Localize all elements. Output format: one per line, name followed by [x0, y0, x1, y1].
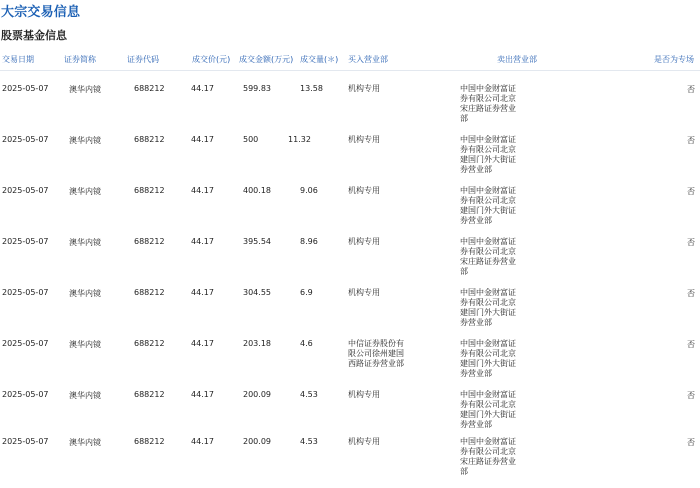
cell-date: 2025-05-07 [2, 135, 49, 144]
cell-amount: 395.54 [243, 237, 271, 246]
cell-amount: 500 [243, 135, 259, 144]
cell-seller: 中国中金财富证券有限公司北京建国门外大街证券营业部 [460, 288, 516, 327]
header-volume[interactable]: 成交量(＊) [300, 55, 339, 64]
cell-date: 2025-05-07 [2, 237, 49, 246]
cell-code: 688212 [134, 339, 165, 348]
cell-amount: 203.18 [243, 339, 271, 348]
cell-price: 44.17 [191, 237, 214, 246]
cell-volume: 4.53 [300, 437, 318, 446]
cell-name: 澳华内镜 [69, 187, 101, 196]
header-buyer[interactable]: 买入营业部 [348, 55, 388, 64]
header-amount[interactable]: 成交金额(万元) [239, 55, 294, 64]
cell-buyer: 机构专用 [348, 390, 380, 399]
header-security-code[interactable]: 证券代码 [127, 55, 159, 64]
cell-price: 44.17 [191, 135, 214, 144]
cell-date: 2025-05-07 [2, 437, 49, 446]
cell-buyer: 中信证券股份有限公司徐州建国西路证券营业部 [348, 339, 404, 368]
cell-amount: 200.09 [243, 390, 271, 399]
cell-code: 688212 [134, 135, 165, 144]
cell-special: 否 [687, 289, 695, 298]
cell-seller: 中国中金财富证券有限公司北京宋庄路证券营业部 [460, 437, 516, 476]
cell-code: 688212 [134, 237, 165, 246]
table-row[interactable] [0, 288, 700, 339]
cell-seller: 中国中金财富证券有限公司北京建国门外大街证券营业部 [460, 135, 516, 174]
cell-name: 澳华内镜 [69, 340, 101, 349]
cell-amount: 200.09 [243, 437, 271, 446]
cell-volume: 4.6 [300, 339, 313, 348]
cell-amount: 304.55 [243, 288, 271, 297]
cell-buyer: 机构专用 [348, 237, 380, 246]
cell-amount: 400.18 [243, 186, 271, 195]
cell-buyer: 机构专用 [348, 186, 380, 195]
table-header [0, 50, 700, 71]
cell-seller: 中国中金财富证券有限公司北京建国门外大街证券营业部 [460, 339, 516, 378]
cell-special: 否 [687, 136, 695, 145]
cell-seller: 中国中金财富证券有限公司北京宋庄路证券营业部 [460, 237, 516, 276]
cell-name: 澳华内镜 [69, 136, 101, 145]
cell-volume: 8.96 [300, 237, 318, 246]
cell-amount: 599.83 [243, 84, 271, 93]
cell-code: 688212 [134, 84, 165, 93]
cell-price: 44.17 [191, 84, 214, 93]
cell-code: 688212 [134, 390, 165, 399]
table-row[interactable] [0, 437, 700, 488]
cell-special: 否 [687, 438, 695, 447]
cell-date: 2025-05-07 [2, 186, 49, 195]
cell-name: 澳华内镜 [69, 289, 101, 298]
cell-special: 否 [687, 340, 695, 349]
cell-volume: 9.06 [300, 186, 318, 195]
cell-volume: 13.58 [300, 84, 323, 93]
cell-special: 否 [687, 391, 695, 400]
header-security-name[interactable]: 证券简称 [64, 55, 96, 64]
cell-special: 否 [687, 85, 695, 94]
cell-name: 澳华内镜 [69, 85, 101, 94]
cell-price: 44.17 [191, 186, 214, 195]
table-row[interactable] [0, 339, 700, 390]
section-title: 股票基金信息 [1, 29, 67, 42]
table-row[interactable] [0, 84, 700, 135]
header-date[interactable]: 交易日期 [2, 55, 34, 64]
cell-buyer: 机构专用 [348, 135, 380, 144]
cell-name: 澳华内镜 [69, 438, 101, 447]
cell-date: 2025-05-07 [2, 84, 49, 93]
cell-buyer: 机构专用 [348, 437, 380, 446]
header-seller[interactable]: 卖出营业部 [497, 55, 537, 64]
cell-price: 44.17 [191, 390, 214, 399]
table-row[interactable] [0, 237, 700, 288]
cell-volume: 11.32 [288, 135, 311, 144]
cell-date: 2025-05-07 [2, 390, 49, 399]
cell-special: 否 [687, 187, 695, 196]
cell-price: 44.17 [191, 288, 214, 297]
cell-seller: 中国中金财富证券有限公司北京建国门外大街证券营业部 [460, 390, 516, 429]
cell-seller: 中国中金财富证券有限公司北京宋庄路证券营业部 [460, 84, 516, 123]
cell-date: 2025-05-07 [2, 339, 49, 348]
cell-price: 44.17 [191, 437, 214, 446]
cell-code: 688212 [134, 186, 165, 195]
cell-seller: 中国中金财富证券有限公司北京建国门外大街证券营业部 [460, 186, 516, 225]
cell-code: 688212 [134, 437, 165, 446]
cell-name: 澳华内镜 [69, 391, 101, 400]
header-price[interactable]: 成交价(元) [192, 55, 231, 64]
cell-name: 澳华内镜 [69, 238, 101, 247]
table-row[interactable] [0, 135, 700, 186]
cell-price: 44.17 [191, 339, 214, 348]
cell-volume: 6.9 [300, 288, 313, 297]
cell-volume: 4.53 [300, 390, 318, 399]
page-title: 大宗交易信息 [1, 5, 81, 20]
cell-date: 2025-05-07 [2, 288, 49, 297]
table-row[interactable] [0, 390, 700, 441]
cell-buyer: 机构专用 [348, 84, 380, 93]
cell-special: 否 [687, 238, 695, 247]
cell-buyer: 机构专用 [348, 288, 380, 297]
table-row[interactable] [0, 186, 700, 237]
header-special[interactable]: 是否为专场 [654, 55, 694, 64]
cell-code: 688212 [134, 288, 165, 297]
